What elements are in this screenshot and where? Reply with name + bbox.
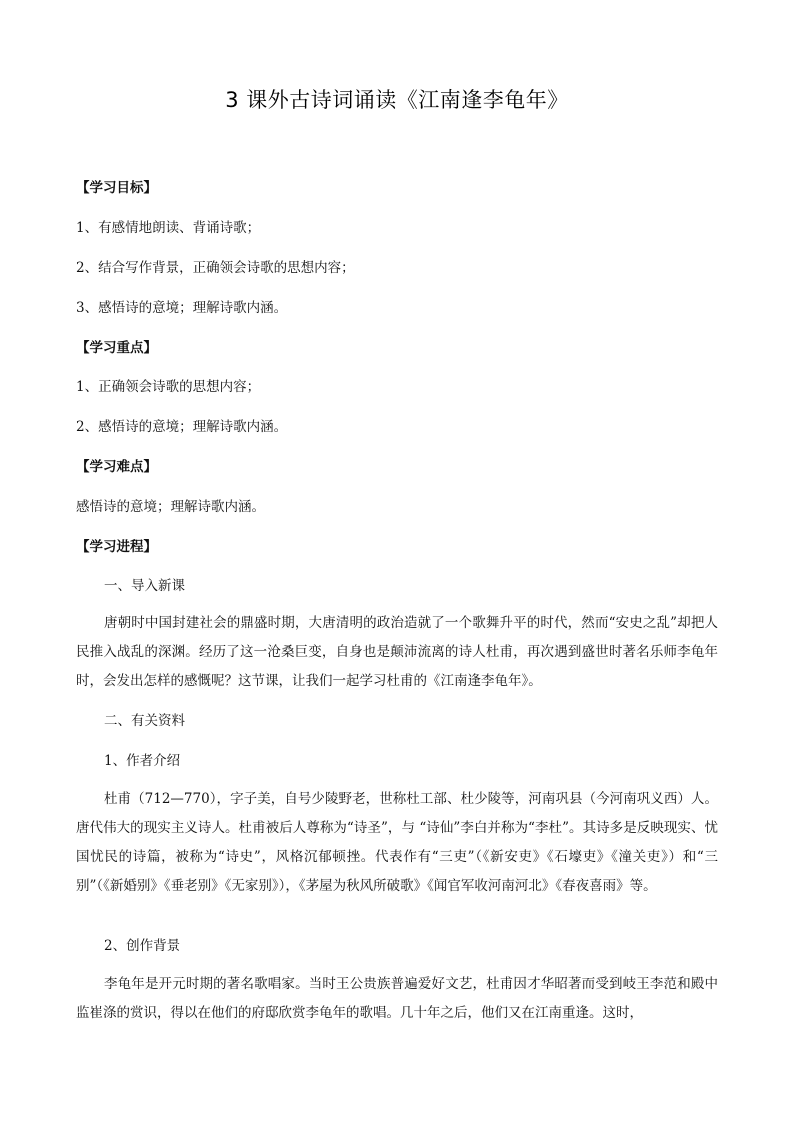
section-title-resources: 二、有关资料 xyxy=(104,713,185,729)
subsection-title-author: 1、作者介绍 xyxy=(104,753,181,769)
author-paragraph: 杜甫（712—770），字子美，自号少陵野老，世称杜工部、杜少陵等，河南巩县（今河南巩义西）人。唐代伟大的现实主义诗人。杜甫被后人尊称为“诗圣”，与 “诗仙”李白并称为“李杜”。其诗多是反映现实、忧国忧民的诗篇，被称为“诗史”，风格沉郁顿挫。代表作有“三吏”（《新安吏》《石壕吏》《潼关吏》）和“三别”（《新婚别》《垂老别》《无家别》），《茅屋为秋风所破歌》《闻官军收河南河北》《春夜喜雨》等。 xyxy=(76,791,718,894)
key-point-item: 2、感悟诗的意境；理解诗歌内涵。 xyxy=(76,419,288,435)
objectives-heading: 【学习目标】 xyxy=(76,180,157,196)
key-points-heading: 【学习重点】 xyxy=(76,340,157,356)
section-title-intro: 一、导入新课 xyxy=(104,578,185,594)
objective-item: 3、感悟诗的意境；理解诗歌内涵。 xyxy=(76,300,288,316)
difficulties-heading: 【学习难点】 xyxy=(76,459,157,475)
document-title: 3 课外古诗词诵读《江南逢李龟年》 xyxy=(225,88,569,112)
difficulties-text: 感悟诗的意境；理解诗歌内涵。 xyxy=(76,499,265,515)
key-point-item: 1、正确领会诗歌的思想内容； xyxy=(76,379,261,395)
objective-item: 2、结合写作背景，正确领会诗歌的思想内容； xyxy=(76,260,355,276)
process-heading: 【学习进程】 xyxy=(76,539,157,555)
intro-paragraph: 唐朝时中国封建社会的鼎盛时期，大唐清明的政治造就了一个歌舞升平的时代，然而“安史之乱”却把人民推入战乱的深渊。经历了这一沧桑巨变，自身也是颠沛流离的诗人杜甫，再次遇到盛世时著名乐师李龟年时，会发出怎样的感慨呢？这节课，让我们一起学习杜甫的《江南逢李龟年》。 xyxy=(76,615,718,689)
subsection-title-background: 2、创作背景 xyxy=(104,938,181,954)
objective-item: 1、有感情地朗读、背诵诗歌； xyxy=(76,220,261,236)
background-paragraph: 李龟年是开元时期的著名歌唱家。当时王公贵族普遍爱好文艺，杜甫因才华昭著而受到岐王李范和殿中监崔涤的赏识，得以在他们的府邸欣赏李龟年的歌唱。几十年之后，他们又在江南重逢。这时， xyxy=(76,976,718,1021)
